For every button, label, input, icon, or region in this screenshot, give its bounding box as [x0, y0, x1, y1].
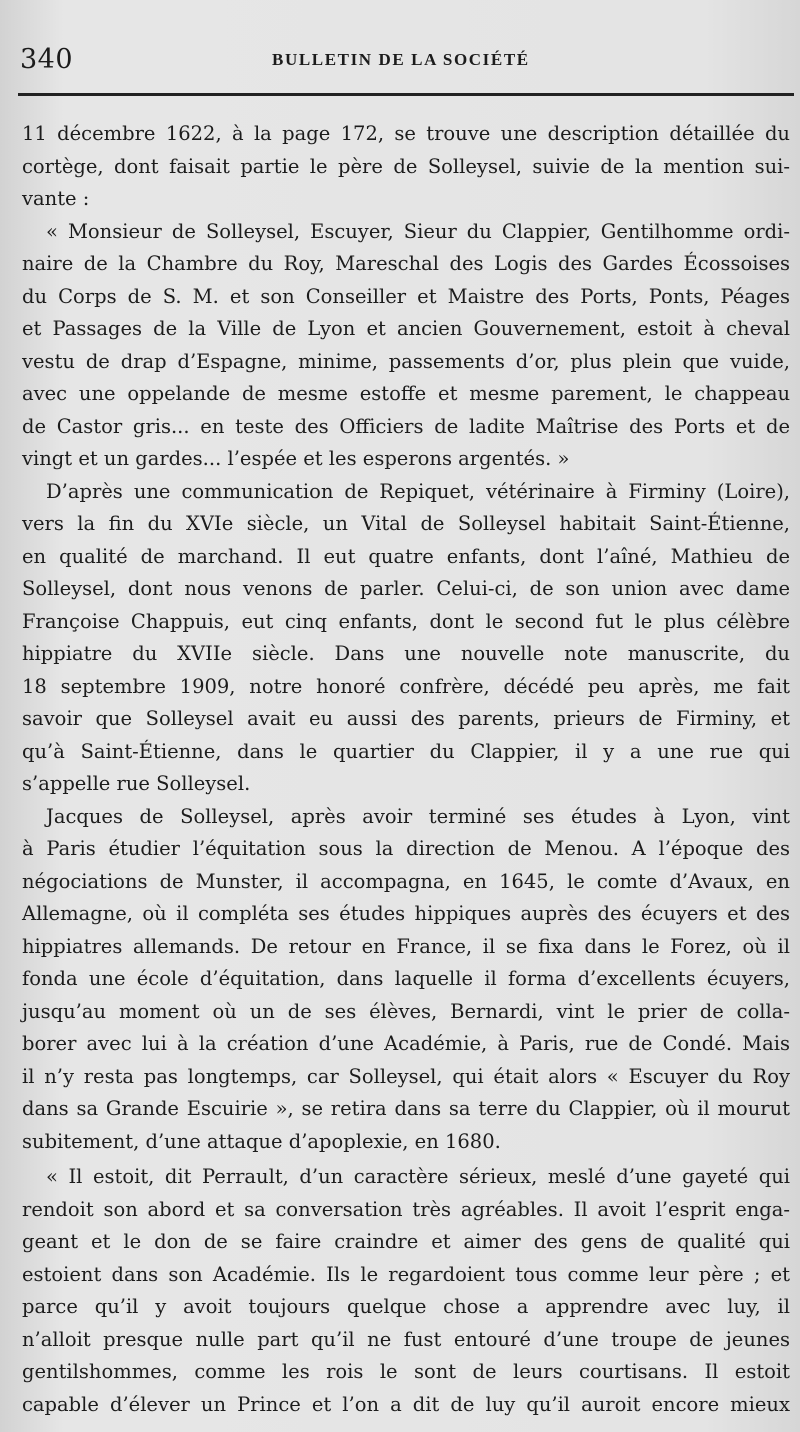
- body-text: [22, 118, 790, 1421]
- text-line: négociations de Munster, il accompagna, en 1645, le comte d’Avaux, en: [22, 869, 790, 893]
- text-line: en qualité de marchand. Il eut quatre enfants, dont l’aîné, Mathieu de: [22, 544, 790, 568]
- header-rule: [18, 93, 794, 96]
- text-line: parce qu’il y avoit toujours quelque chose a apprendre avec luy, il: [22, 1295, 790, 1318]
- text-line: jusqu’au moment où un de ses élèves, Bernardi, vint le prier de colla-: [22, 999, 790, 1023]
- running-head: BULLETIN DE LA SOCIÉTÉ: [272, 50, 530, 69]
- text-line: savoir que Solleysel avait eu aussi des parents, prieurs de Firminy, et: [22, 707, 790, 730]
- text-line: vers la fin du XVIe siècle, un Vital de Solleysel habitait Saint-Étienne,: [22, 512, 790, 535]
- text-line: hippiatre du XVIIe siècle. Dans une nouvelle note manuscrite, du: [22, 642, 790, 665]
- text-line: de Castor gris... en teste des Officiers de ladite Maîtrise des Ports et de: [22, 414, 790, 438]
- text-line: avec une oppelande de mesme estoffe et mesme parement, le chappeau: [22, 382, 790, 405]
- text-line: 18 septembre 1909, notre honoré confrère, décédé peu après, me fait: [22, 674, 790, 698]
- text-line: Solleysel, dont nous venons de parler. Celui-ci, de son union avec dame: [22, 577, 790, 600]
- text-line: rendoit son abord et sa conversation très agréables. Il avoit l’esprit enga-: [22, 1197, 790, 1221]
- paragraph-3: [22, 476, 790, 801]
- text-line: vante :: [22, 187, 90, 210]
- text-line: vingt et un gardes... l’espée et les esperons argentés. »: [22, 447, 570, 470]
- text-line: qu’à Saint-Étienne, dans le quartier du Clappier, il y a une rue qui: [22, 739, 790, 763]
- text-line: Allemagne, où il compléta ses études hippiques auprès des écuyers et des: [22, 902, 790, 925]
- text-line: s’appelle rue Solleysel.: [22, 772, 251, 795]
- paragraph-1: [22, 118, 790, 216]
- text-line: geant et le don de se faire craindre et aimer des gens de qualité qui: [22, 1230, 790, 1253]
- text-line: D’après une communication de Repiquet, vétérinaire à Firminy (Loire),: [46, 479, 790, 503]
- text-line: gentilshommes, comme les rois le sont de leurs courtisans. Il estoit: [22, 1360, 790, 1383]
- text-line: estoient dans son Académie. Ils le regardoient tous comme leur père ; et: [22, 1262, 790, 1286]
- text-line: fonda une école d’équitation, dans laquelle il forma d’excellents écuyers,: [22, 967, 790, 990]
- text-line: borer avec lui à la création d’une Académie, à Paris, rue de Condé. Mais: [22, 1032, 790, 1055]
- paragraph-5: [22, 1161, 790, 1421]
- text-line: cortège, dont faisait partie le père de Solleysel, suivie de la mention sui-: [22, 154, 790, 178]
- text-line: subitement, d’une attaque d’apoplexie, en 1680.: [22, 1129, 501, 1153]
- text-line: Françoise Chappuis, eut cinq enfants, dont le second fut le plus célèbre: [22, 609, 790, 633]
- text-line: il n’y resta pas longtemps, car Solleysel, qui était alors « Escuyer du Roy: [22, 1064, 790, 1088]
- page-number: 340: [20, 44, 74, 75]
- text-line: et Passages de la Ville de Lyon et ancien Gouvernement, estoit à cheval: [22, 317, 790, 340]
- text-line: hippiatres allemands. De retour en France, il se fixa dans le Forez, où il: [22, 934, 790, 958]
- text-line: du Corps de S. M. et son Conseiller et Maistre des Ports, Ponts, Péages: [22, 284, 790, 308]
- page-header: [20, 40, 790, 80]
- text-line: à Paris étudier l’équitation sous la direction de Menou. A l’époque des: [22, 837, 790, 860]
- text-line: dans sa Grande Escuirie », se retira dans sa terre du Clappier, où il mourut: [22, 1097, 790, 1120]
- paragraph-2: [22, 216, 790, 476]
- paragraph-4: [22, 801, 790, 1159]
- text-line: 11 décembre 1622, à la page 172, se trouve une description détaillée du: [22, 122, 790, 145]
- text-line: capable d’élever un Prince et l’on a dit de luy qu’il auroit encore mieux: [22, 1392, 790, 1416]
- text-line: « Monsieur de Solleysel, Escuyer, Sieur du Clappier, Gentilhomme ordi-: [46, 219, 790, 243]
- text-line: « Il estoit, dit Perrault, d’un caractère sérieux, meslé d’une gayeté qui: [46, 1165, 790, 1188]
- text-line: n’alloit presque nulle part qu’il ne fust entouré d’une troupe de jeunes: [22, 1327, 790, 1351]
- text-line: naire de la Chambre du Roy, Mareschal des Logis des Gardes Écossoises: [22, 252, 790, 275]
- text-line: Jacques de Solleysel, après avoir terminé ses études à Lyon, vint: [46, 804, 790, 828]
- text-line: vestu de drap d’Espagne, minime, passements d’or, plus plein que vuide,: [22, 349, 790, 373]
